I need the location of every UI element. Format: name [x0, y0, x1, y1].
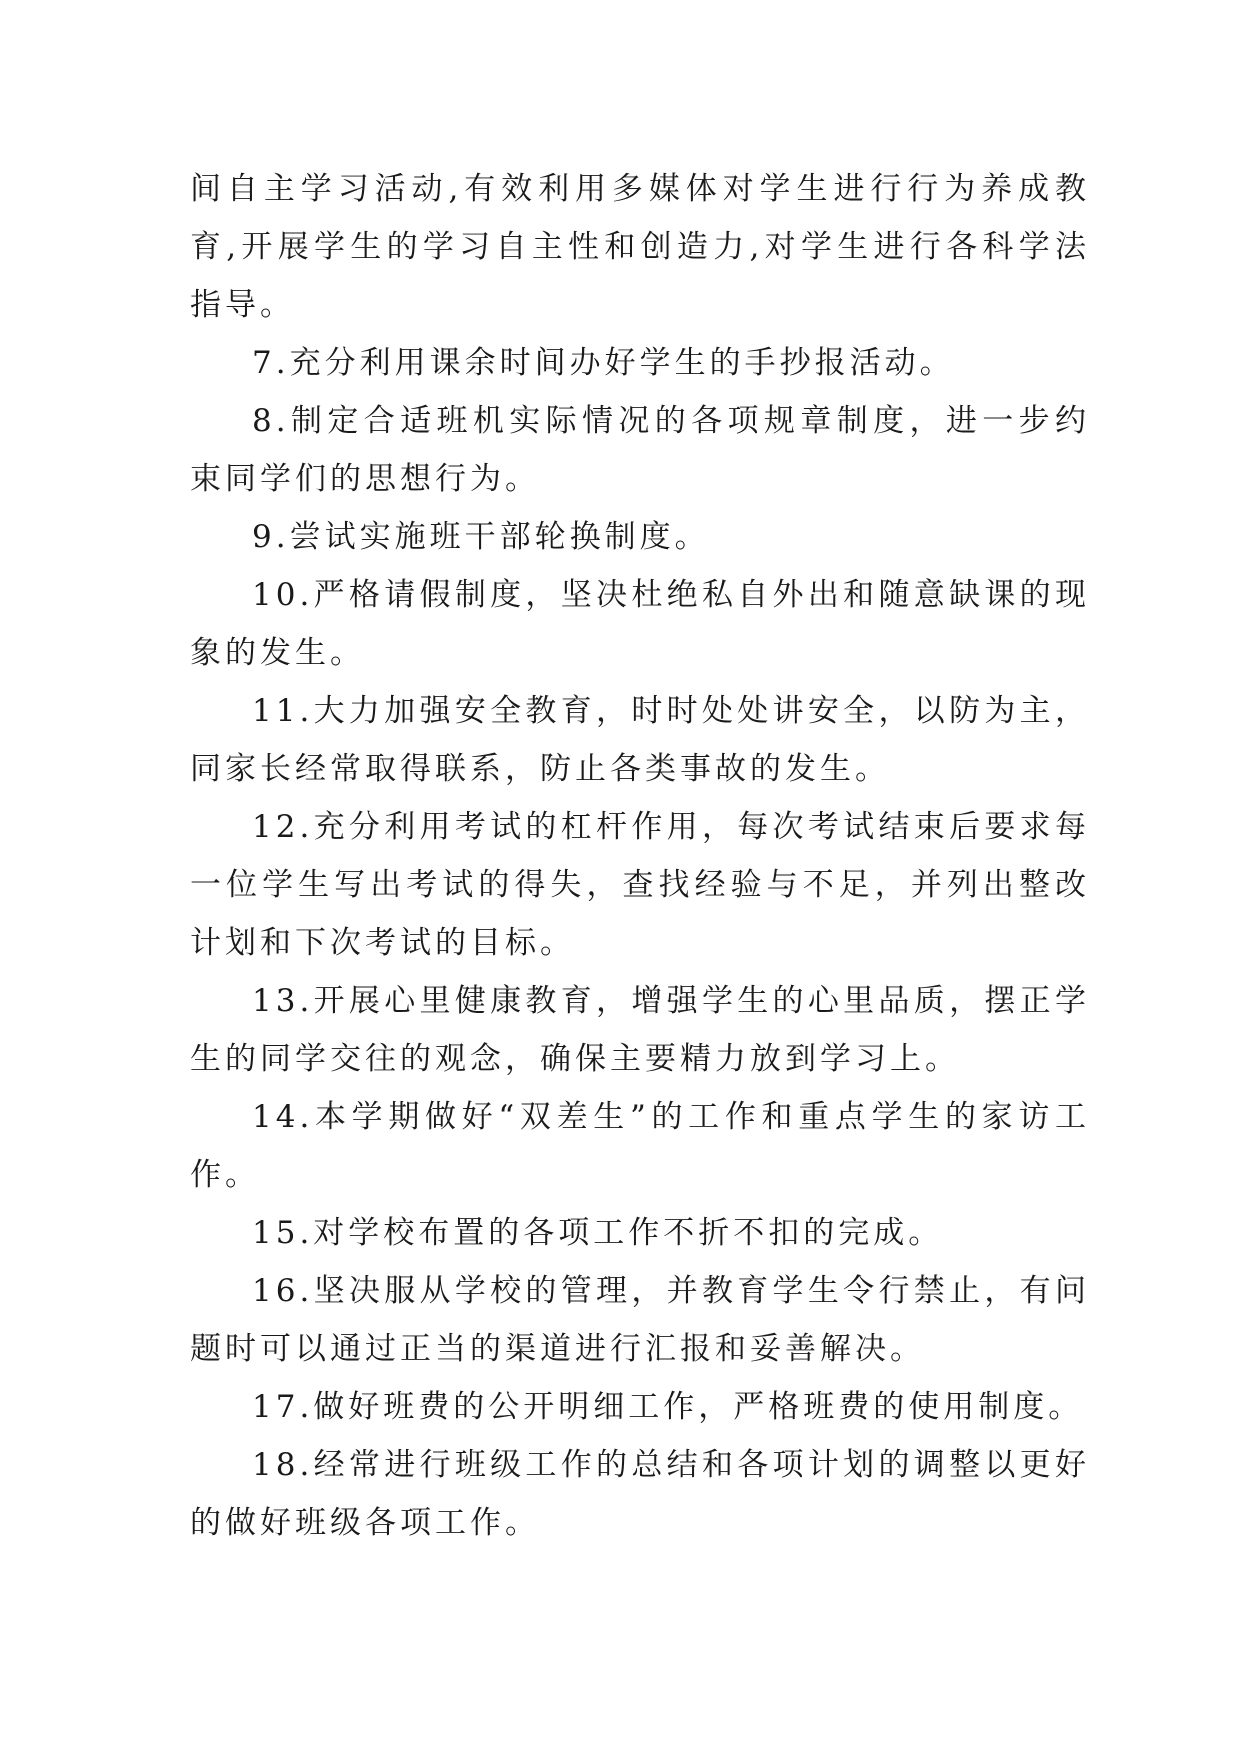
paragraph: 15.对学校布置的各项工作不折不扣的完成。 [252, 1215, 944, 1251]
paragraph: 12.充分利用考试的杠杆作用，每次考试结束后要求每一位学生写出考试的得失，查找经验与不足，并列出整改计划和下次考试的目标。 [190, 809, 1090, 961]
paragraph: 13.开展心里健康教育，增强学生的心里品质，摆正学生的同学交往的观念，确保主要精力放到学习上。 [190, 983, 1090, 1077]
paragraph: 9.尝试实施班干部轮换制度。 [252, 519, 710, 555]
paragraph: 间自主学习活动,有效利用多媒体对学生进行行为养成教育,开展学生的学习自主性和创造力,对学生进行各科学法指导。 [190, 171, 1090, 323]
paragraph: 16.坚决服从学校的管理，并教育学生令行禁止，有问题时可以通过正当的渠道进行汇报和妥善解决。 [190, 1273, 1090, 1367]
paragraph: 10.严格请假制度，坚决杜绝私自外出和随意缺课的现象的发生。 [190, 577, 1090, 671]
paragraph: 7.充分利用课余时间办好学生的手抄报活动。 [252, 345, 955, 381]
paragraph: 17.做好班费的公开明细工作，严格班费的使用制度。 [252, 1389, 1084, 1425]
paragraph: 11.大力加强安全教育，时时处处讲安全，以防为主，同家长经常取得联系，防止各类事故的发生。 [190, 693, 1090, 787]
document-body [190, 160, 1090, 1552]
paragraph: 18.经常进行班级工作的总结和各项计划的调整以更好的做好班级各项工作。 [190, 1447, 1090, 1541]
paragraph: 14.本学期做好“双差生”的工作和重点学生的家访工作。 [190, 1099, 1090, 1193]
paragraph: 8.制定合适班机实际情况的各项规章制度，进一步约束同学们的思想行为。 [190, 403, 1090, 497]
